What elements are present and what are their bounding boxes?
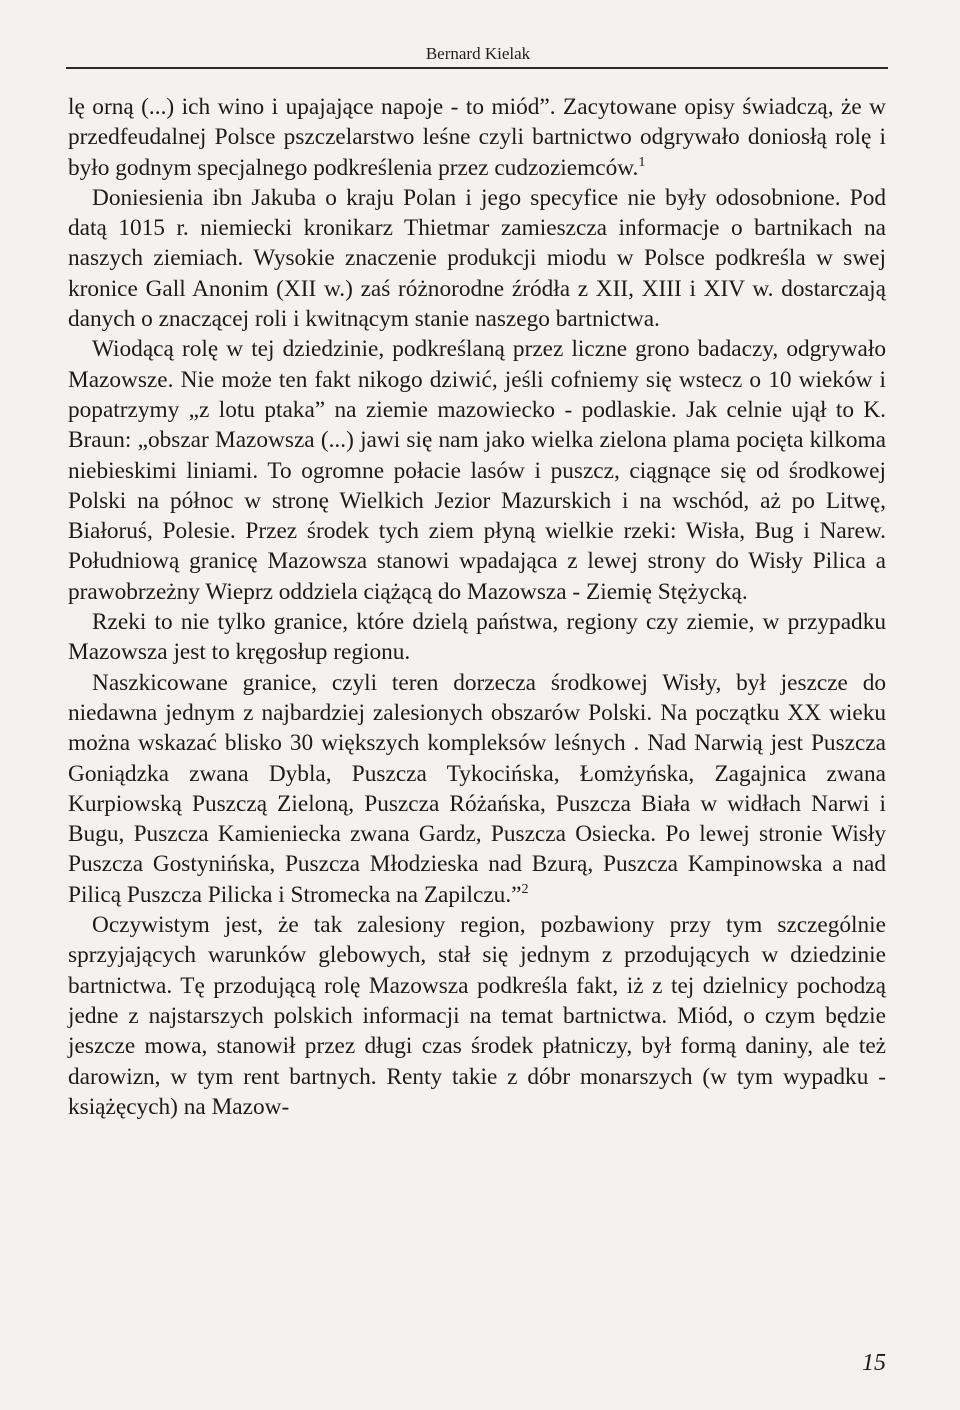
paragraph	[68, 668, 886, 910]
paragraph-text: lę orną (...) ich wino i upajające napoje - to miód”. Zacytowane opisy świadczą, że w przedfeudalnej Polsce pszczelarstwo leśne czyli bartnictwo odgrywało doniosłą rolę i było godnym specjalnego podkreślenia przez cudzoziemców.	[68, 94, 886, 181]
footnote-marker: 1	[638, 154, 646, 170]
page-number: 15	[862, 1350, 886, 1376]
paragraph: Doniesienia ibn Jakuba o kraju Polan i jego specyfice nie były odosobnione. Pod datą 1015 r. niemiecki kronikarz Thietmar zamieszcza informacje o bartnikach na naszych ziemiach. Wysokie znaczenie produkcji miodu w Polsce podkreśla w swej kronice Gall Anonim (XII w.) zaś różnorodne źródła z XII, XIII i XIV w. dostarczają danych o znaczącej roli i kwitnącym stanie naszego bartnictwa.	[68, 184, 886, 333]
paragraph	[68, 92, 886, 183]
paragraph: Oczywistym jest, że tak zalesiony region, pozbawiony przy tym szczególnie sprzyjających warunków glebowych, stał się jednym z przodujących w dziedzinie bartnictwa. Tę przodującą rolę Mazowsza podkreśla fakt, iż z tej dzielnicy pochodzą jedne z najstarszych polskich informacji na temat bartnictwa. Miód, o czym będzie jeszcze mowa, stanowił przez długi czas środek płatniczy, był formą daniny, ale też darowizn, w tym rent bartnych. Renty takie z dóbr monarszych (w tym wypadku - książęcych) na Mazow-	[68, 912, 886, 1120]
paragraph-text: Naszkicowane granice, czyli teren dorzecza środkowej Wisły, był jeszcze do niedawna jednym z najbardziej zalesionych obszarów Polski. Na początku XX wieku można wskazać blisko 30 większych kompleksów leśnych . Nad Narwią jest Puszcza Goniądzka zwana Dybla, Puszcza Tykocińska, Łomżyńska, Zagajnica zwana Kurpiowską Puszczą Zieloną, Puszcza Różańska, Puszcza Biała w widłach Narwi i Bugu, Puszcza Kamieniecka zwana Gardz, Puszcza Osiecka. Po lewej stronie Wisły Puszcza Gostynińska, Puszcza Młodzieska nad Bzurą, Puszcza Kampinowska a nad Pilicą Puszcza Pilicka i Stromecka na Zapilczu.”	[68, 669, 886, 908]
header-rule	[66, 67, 888, 69]
body-text	[68, 92, 886, 1122]
footnote-marker: 2	[521, 881, 529, 897]
running-header: Bernard Kielak	[425, 44, 531, 63]
paragraph: Rzeki to nie tylko granice, które dzielą państwa, regiony czy ziemie, w przypadku Mazowsza jest to kręgosłup regionu.	[68, 609, 886, 666]
paragraph: Wiodącą rolę w tej dziedzinie, podkreślaną przez liczne grono badaczy, odgrywało Mazowsze. Nie może ten fakt nikogo dziwić, jeśli cofniemy się wstecz o 10 wieków i popatrzymy „z lotu ptaka” na ziemie mazowiecko - podlaskie. Jak celnie ujął to K. Braun: „obszar Mazowsza (...) jawi się nam jako wielka zielona plama pocięta kilkoma niebieskimi liniami. To ogromne połacie lasów i puszcz, ciągnące się od środkowej Polski na północ w stronę Wielkich Jezior Mazurskich i na wschód, aż po Litwę, Białoruś, Polesie. Przez środek tych ziem płyną wielkie rzeki: Wisła, Bug i Narew. Południową granicę Mazowsza stanowi wpadająca z lewej strony do Wisły Pilica a prawobrzeżny Wieprz oddziela ciążącą do Mazowsza - Ziemię Stężycką.	[68, 336, 886, 605]
